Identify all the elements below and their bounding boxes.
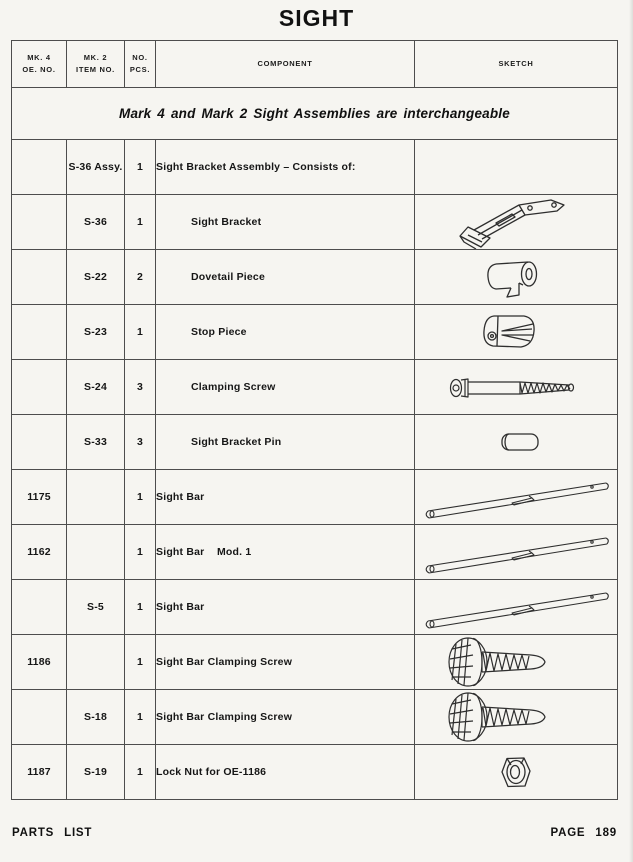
pcs-cell: 1	[125, 195, 156, 250]
component-cell: Clamping Screw	[156, 360, 415, 415]
oe-no-cell	[12, 250, 67, 305]
table-row	[12, 745, 618, 800]
sight-bracket-sketch	[416, 195, 616, 249]
sketch-cell	[415, 305, 618, 360]
component-cell: Stop Piece	[156, 305, 415, 360]
parts-table	[11, 40, 618, 800]
sketch-cell	[415, 635, 618, 690]
component-cell: Sight Bracket Pin	[156, 415, 415, 470]
table-row	[12, 305, 618, 360]
sketch-cell	[415, 250, 618, 305]
item-no-cell: S-19	[67, 745, 125, 800]
table-row	[12, 415, 618, 470]
thumb-screw-sketch	[416, 635, 616, 689]
pcs-cell: 2	[125, 250, 156, 305]
oe-no-cell	[12, 195, 67, 250]
table-row	[12, 360, 618, 415]
component-cell: Sight Bar	[156, 470, 415, 525]
col-header-mk4-oe-no: MK. 4 OE. NO.	[12, 41, 67, 88]
pcs-cell: 1	[125, 525, 156, 580]
item-no-cell: S-23	[67, 305, 125, 360]
pcs-cell: 1	[125, 140, 156, 195]
item-no-cell: S-5	[67, 580, 125, 635]
note-row	[12, 88, 618, 140]
oe-no-cell: 1162	[12, 525, 67, 580]
pcs-cell: 3	[125, 415, 156, 470]
table-row	[12, 140, 618, 195]
oe-no-cell: 1175	[12, 470, 67, 525]
pcs-cell: 1	[125, 690, 156, 745]
component-cell: Lock Nut for OE-1186	[156, 745, 415, 800]
header-row	[12, 41, 618, 88]
sight-bar-sketch	[416, 580, 616, 634]
pcs-cell: 1	[125, 635, 156, 690]
footer-parts-list: PARTS LIST	[12, 827, 93, 839]
oe-no-cell	[12, 580, 67, 635]
col-header-component: COMPONENT	[156, 41, 415, 88]
footer-page-number: PAGE 189	[550, 827, 617, 839]
sketch-cell	[415, 415, 618, 470]
sight-bracket-pin-sketch	[416, 415, 616, 469]
item-no-cell: S-36	[67, 195, 125, 250]
col-header-sketch: SKETCH	[415, 41, 618, 88]
sketch-cell	[415, 360, 618, 415]
pcs-cell: 1	[125, 580, 156, 635]
dovetail-piece-sketch	[416, 250, 616, 304]
oe-no-cell	[12, 305, 67, 360]
oe-no-cell	[12, 690, 67, 745]
table-row	[12, 580, 618, 635]
oe-no-cell	[12, 360, 67, 415]
pcs-cell: 1	[125, 470, 156, 525]
pcs-cell: 3	[125, 360, 156, 415]
item-no-cell: S-22	[67, 250, 125, 305]
stop-piece-sketch	[416, 305, 616, 359]
col-header-no-pcs: NO. PCS.	[125, 41, 156, 88]
component-cell: Dovetail Piece	[156, 250, 415, 305]
pcs-cell: 1	[125, 745, 156, 800]
component-cell: Sight Bar Clamping Screw	[156, 635, 415, 690]
sketch-cell	[415, 140, 618, 195]
component-cell: Sight Bar	[156, 580, 415, 635]
table-row	[12, 635, 618, 690]
sight-bar-sketch	[416, 470, 616, 524]
component-cell: Sight Bar Mod. 1	[156, 525, 415, 580]
interchangeable-note: Mark 4 and Mark 2 Sight Assemblies are interchangeable	[12, 88, 618, 140]
oe-no-cell	[12, 415, 67, 470]
item-no-cell: S-24	[67, 360, 125, 415]
sketch-cell	[415, 195, 618, 250]
item-no-cell: S-18	[67, 690, 125, 745]
item-no-cell	[67, 525, 125, 580]
page-title: SIGHT	[278, 5, 355, 31]
table-row	[12, 195, 618, 250]
page-footer	[12, 827, 617, 839]
sight-bar-sketch	[416, 525, 616, 579]
item-no-cell	[67, 635, 125, 690]
col-header-mk2-item-no: MK. 2 ITEM NO.	[67, 41, 125, 88]
lock-nut-sketch	[416, 745, 616, 799]
pcs-cell: 1	[125, 305, 156, 360]
oe-no-cell	[12, 140, 67, 195]
oe-no-cell: 1186	[12, 635, 67, 690]
table-row	[12, 525, 618, 580]
item-no-cell: S-33	[67, 415, 125, 470]
item-no-cell: S-36 Assy.	[67, 140, 125, 195]
sketch-cell	[415, 745, 618, 800]
sketch-cell	[415, 470, 618, 525]
table-row	[12, 470, 618, 525]
component-cell: Sight Bracket Assembly – Consists of:	[156, 140, 415, 195]
item-no-cell	[67, 470, 125, 525]
component-cell: Sight Bracket	[156, 195, 415, 250]
oe-no-cell: 1187	[12, 745, 67, 800]
thumb-screw-sketch	[416, 690, 616, 744]
component-cell: Sight Bar Clamping Screw	[156, 690, 415, 745]
clamping-screw-sketch	[416, 360, 616, 414]
table-row	[12, 250, 618, 305]
sketch-cell	[415, 690, 618, 745]
sketch-cell	[415, 525, 618, 580]
table-row	[12, 690, 618, 745]
sketch-cell	[415, 580, 618, 635]
